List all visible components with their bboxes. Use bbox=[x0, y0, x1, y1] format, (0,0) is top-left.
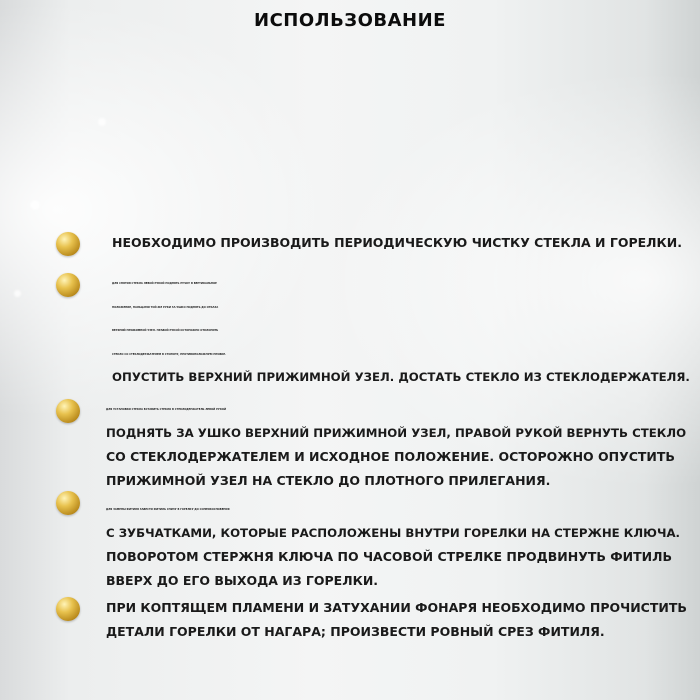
instruction-line: ДЕТАЛИ ГОРЕЛКИ ОТ НАГАРА; ПРОИЗВЕСТИ РОВНЫЙ СРЕЗ ФИТИЛЯ. bbox=[106, 623, 605, 639]
instruction-line: ПОВОРОТОМ СТЕРЖНЯ КЛЮЧА ПО ЧАСОВОЙ СТРЕЛКЕ ПРОДВИНУТЬ ФИТИЛЬ bbox=[106, 549, 673, 564]
gold-bullet-icon bbox=[56, 273, 80, 297]
gold-bullet-icon bbox=[56, 597, 80, 621]
instruction-line: ОПУСТИТЬ ВЕРХНИЙ ПРИЖИМНОЙ УЗЕЛ. ДОСТАТЬ СТЕКЛО ИЗ СТЕКЛОДЕРЖАТЕЛЯ. bbox=[112, 370, 690, 384]
instruction-line: НЕОБХОДИМО ПРОИЗВОДИТЬ ПЕРИОДИЧЕСКУЮ ЧИСТКУ СТЕКЛА И ГОРЕЛКИ. bbox=[112, 235, 682, 250]
intro-line bbox=[0, 76, 700, 103]
instruction-line: ДЛЯ СНЯТИЯ СТЕКЛА ЛЕВОЙ РУКОЙ ПОДНЯТЬ РУЧКУ В ВЕРТИКАЛЬНОЕ bbox=[112, 282, 217, 285]
intro-line bbox=[0, 103, 700, 130]
instruction-line: СО СТЕКЛОДЕРЖАТЕЛЕМ И ИСХОДНОЕ ПОЛОЖЕНИЕ. ОСТОРОЖНО ОПУСТИТЬ bbox=[106, 449, 675, 464]
instruction-line: ВЕРХНИЙ ПРИЖИМНОЙ УЗЕЛ. ПРАВОЙ РУКОЙ ОСТОРОЖНО ОТКЛОНИТЬ bbox=[112, 329, 219, 332]
intro-block bbox=[0, 76, 700, 211]
intro-line bbox=[0, 130, 700, 157]
intro-line bbox=[0, 157, 700, 184]
instruction-line: СТЕКЛО СО СТЕКЛОДЕРЖАТЕЛЕМ В СТОРОНУ, ПРОТИВОПОЛОЖНУЮ ПРОБКЕ. bbox=[112, 352, 227, 356]
instruction-line: ДЛЯ ЗАМЕНЫ ФИТИЛЯ ЗАВЕСТИ ФИТИЛЬ СНИЗУ В ГОРЕЛКУ ДО СОПРИКОСНОВЕНИЯ bbox=[106, 508, 230, 511]
instruction-line: ПРИЖИМНОЙ УЗЕЛ НА СТЕКЛО ДО ПЛОТНОГО ПРИЛЕГАНИЯ. bbox=[106, 472, 551, 488]
instruction-line: ВВЕРХ ДО ЕГО ВЫХОДА ИЗ ГОРЕЛКИ. bbox=[106, 572, 379, 588]
instruction-line: ПРИ КОПТЯЩЕМ ПЛАМЕНИ И ЗАТУХАНИИ ФОНАРЯ НЕОБХОДИМО ПРОЧИСТИТЬ bbox=[106, 600, 687, 615]
gold-bullet-icon bbox=[56, 399, 80, 423]
instruction-line: ПОДНЯТЬ ЗА УШКО ВЕРХНИЙ ПРИЖИМНОЙ УЗЕЛ, ПРАВОЙ РУКОЙ ВЕРНУТЬ СТЕКЛО bbox=[106, 425, 687, 440]
intro-line bbox=[0, 184, 700, 211]
page-title: ИСПОЛЬЗОВАНИЕ bbox=[254, 10, 446, 31]
instruction-line: ДЛЯ УСТАНОВКИ СТЕКЛА ВСТАВИТЬ СТЕКЛО В СТЕКЛОДЕРЖАТЕЛЬ ЛЕВОЙ РУКОЙ bbox=[106, 408, 227, 411]
instruction-line: ПОЛОЖЕНИЕ, ПАЛЬЦАМИ ТОЙ ЖЕ РУКИ ЗА УШКО ПОДНЯТЬ ДО ОТКАЗА bbox=[112, 305, 219, 309]
background-bokeh bbox=[14, 290, 21, 297]
gold-bullet-icon bbox=[56, 491, 80, 515]
gold-bullet-icon bbox=[56, 232, 80, 256]
instruction-line: С ЗУБЧАТКАМИ, КОТОРЫЕ РАСПОЛОЖЕНЫ ВНУТРИ ГОРЕЛКИ НА СТЕРЖНЕ КЛЮЧА. bbox=[106, 525, 681, 540]
